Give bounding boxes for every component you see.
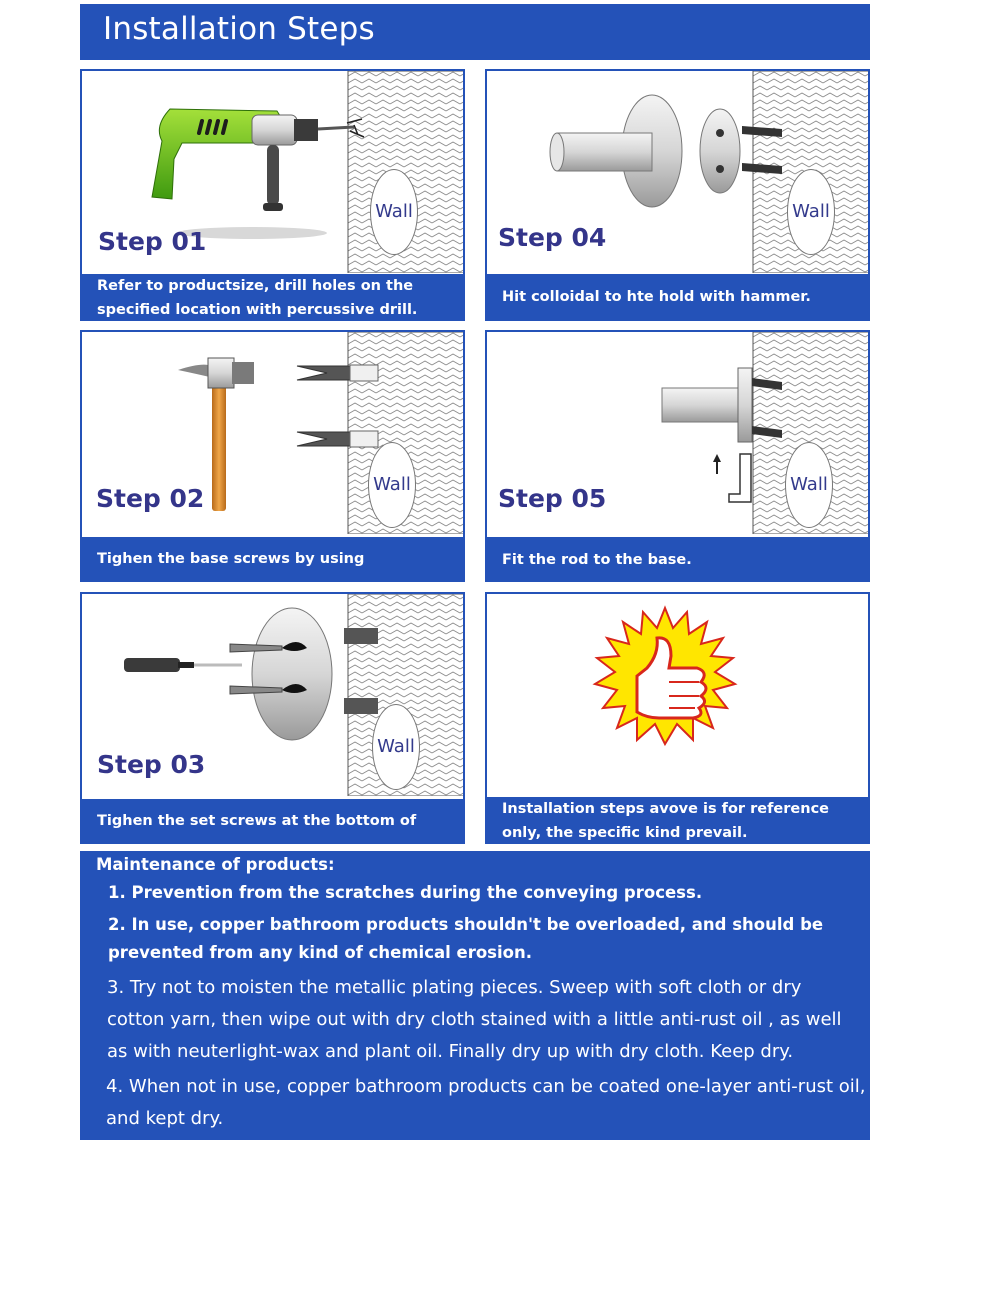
thumbs-up-icon (595, 608, 735, 744)
maintenance-item-2: 2. In use, copper bathroom products shouldn't be overloaded, and should be prevented from any kind of chemical erosion. (108, 915, 824, 962)
step-03-panel (80, 592, 465, 844)
thumbs-up-illustration (487, 594, 868, 796)
step-05-caption: Fit the rod to the base. (487, 537, 868, 582)
base-plate-icon (252, 608, 332, 740)
final-note: Installation steps avove is for reference only, the specific kind prevail. (487, 797, 868, 844)
maintenance-item-4: 4. When not in use, copper bathroom products can be coated one-layer anti-rust oil, and kept dry. (106, 1076, 866, 1129)
wall-label: Wall (368, 442, 416, 528)
wall-label: Wall (372, 704, 420, 790)
step-05-panel (485, 330, 870, 582)
wall-label: Wall (785, 442, 833, 528)
step-01-label: Step 01 (98, 227, 207, 256)
maintenance-item-3: 3. Try not to moisten the metallic plating pieces. Sweep with soft cloth or dry cotton yarn, then wipe out with dry cloth stained with a little anti-rust oil , as well as with neuterlight-wax and plant oil. Finally dry up with dry cloth. Keep dry. (107, 977, 842, 1062)
page-title: Installation Steps (80, 4, 870, 60)
step-02-label: Step 02 (96, 484, 205, 513)
wall-label: Wall (370, 169, 418, 255)
step-02-caption: Tighen the base screws by using (82, 537, 463, 582)
step-03-label: Step 03 (97, 750, 206, 779)
maintenance-title: Maintenance of products: (96, 855, 335, 874)
step-03-caption: Tighen the set screws at the bottom of (82, 799, 463, 844)
percussive-drill-icon (152, 109, 364, 211)
base-plate-icon (550, 95, 682, 207)
step-04-caption: Hit colloidal to hte hold with hammer. (487, 274, 868, 321)
maintenance-section (80, 851, 870, 1140)
allen-key-icon (713, 454, 751, 502)
step-05-label: Step 05 (498, 484, 607, 513)
step-01-panel (80, 69, 465, 321)
final-panel (485, 592, 870, 844)
step-02-panel (80, 330, 465, 582)
step-01-caption: Refer to productsize, drill holes on the specified location with percussive drill. (82, 274, 463, 321)
step-04-label: Step 04 (498, 223, 607, 252)
step-04-panel (485, 69, 870, 321)
wall-label: Wall (787, 169, 835, 255)
maintenance-item-1: 1. Prevention from the scratches during the conveying process. (108, 883, 703, 902)
screwdriver-icon (124, 658, 242, 672)
